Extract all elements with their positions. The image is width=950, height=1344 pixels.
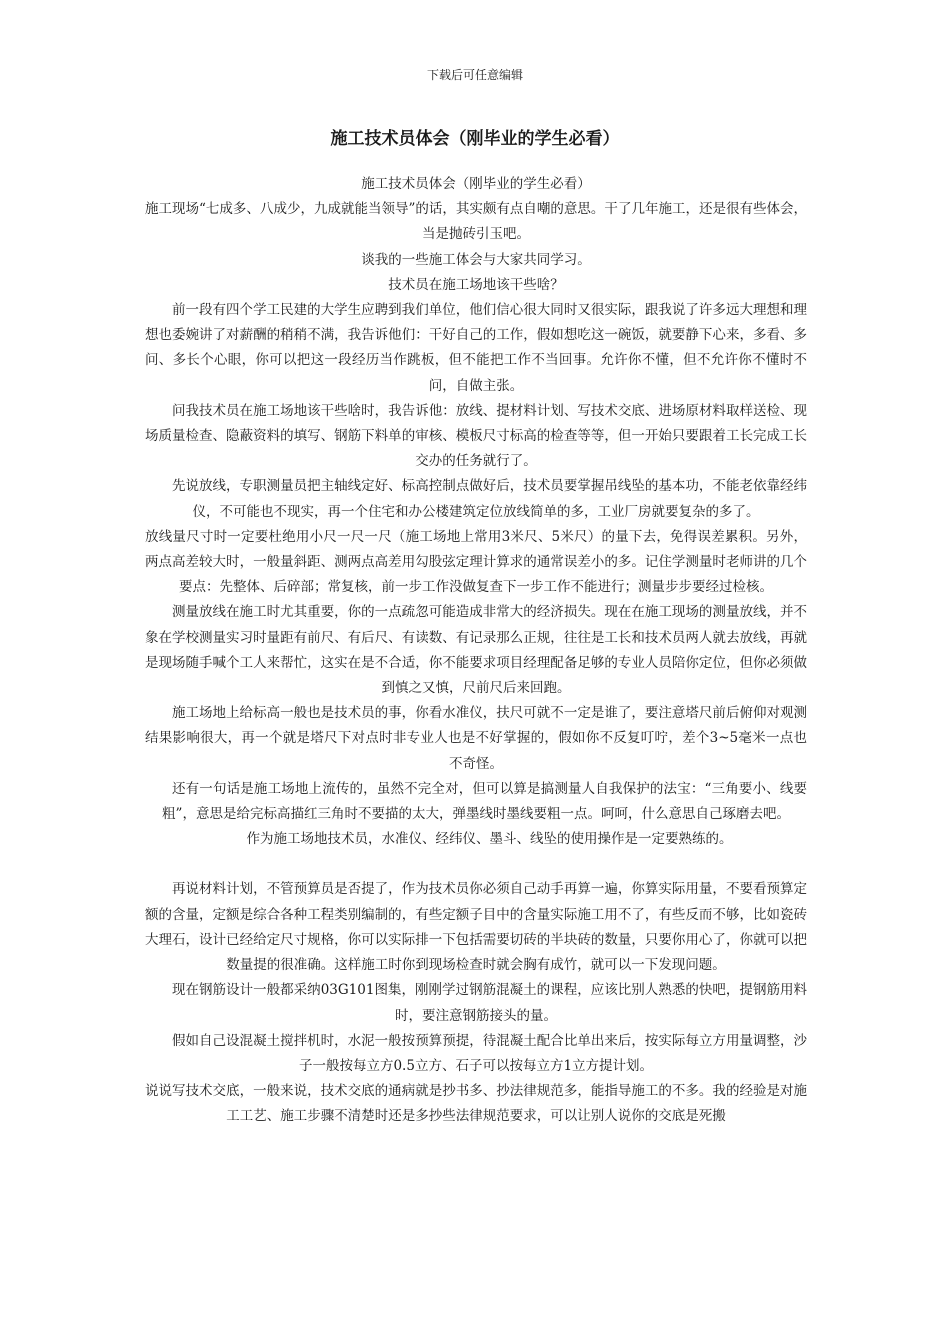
paragraph: 作为施工场地技术员，水准仪、经纬仪、墨斗、线坠的使用操作是一定要熟练的。	[246, 831, 733, 848]
paragraph: 施工现场“七成多、八成少，九成就能当领导”的话，其实颇有点自嘲的意思。干了几年施工，还是很有些体会，当是抛砖引玉吧。	[145, 201, 807, 243]
paragraph: 问我技术员在施工场地该干些啥时，我告诉他：放线、提材料计划、写技术交底、进场原材料取样送检、现场质量检查、隐蔽资料的填写、钢筋下料单的审核、模板尺寸标高的检查等等，但一开始只要跟着工长完成工长交办的任务就行了。	[145, 402, 807, 470]
paragraph: 先说放线，专职测量员把主轴线定好、标高控制点做好后，技术员要掌握吊线坠的基本功，不能老依靠经纬仪，不可能也不现实，再一个住宅和办公楼建筑定位放线简单的多，工业厂房就要复杂的多了。	[172, 478, 807, 520]
paragraph: 假如自己设混凝土搅拌机时，水泥一般按预算预提，待混凝土配合比单出来后，按实际每立方用量调整，沙子一般按每立方0.5立方、石子可以按每立方1立方提计划。	[172, 1032, 807, 1074]
paragraph: 再说材料计划，不管预算员是否提了，作为技术员你必须自己动手再算一遍，你算实际用量，不要看预算定额的含量，定额是综合各种工程类别编制的，有些定额子目中的含量实际施工用不了，有些反而不够，比如瓷砖大理石，设计已经给定尺寸规格，你可以实际排一下包括需要切砖的半块砖的数量，只要你用心了，你就可以把数量提的很准确。这样施工时你到现场检查时就会胸有成竹，就可以一下发现问题。	[145, 881, 807, 974]
paragraph: 说说写技术交底，一般来说，技术交底的通病就是抄书多、抄法律规范多，能指导施工的不多。我的经验是对施工工艺、施工步骤不清楚时还是多抄些法律规范要求，可以让别人说你的交底是死搬	[145, 1083, 807, 1125]
paragraph: 还有一句话是施工场地上流传的，虽然不完全对，但可以算是搞测量人自我保护的法宝：“三角要小、线要粗”，意思是给完标高描红三角时不要描的太大，弹墨线时墨线要粗一点。呵呵，什么意思自己琢磨去吧。	[162, 780, 807, 823]
paragraph: 现在钢筋设计一般都采纳03G101图集，刚刚学过钢筋混凝土的课程，应该比别人熟悉的快吧，提钢筋用料时，要注意钢筋接头的量。	[172, 982, 807, 1024]
paragraph: 前一段有四个学工民建的大学生应聘到我们单位，他们信心很大同时又很实际，跟我说了许多远大理想和理想也委婉讲了对薪酬的稍稍不满，我告诉他们：干好自己的工作，假如想吃这一碗饭，就要静下心来，多看、多问、多长个心眼，你可以把这一段经历当作跳板，但不能把工作不当回事。允许你不懂，但不允许你不懂时不问，自做主张。	[145, 302, 807, 394]
document-body	[145, 172, 807, 1130]
paragraph: 施工场地上给标高一般也是技术员的事，你看水准仪，扶尺可就不一定是谁了，要注意塔尺前后俯仰对观测结果影响很大，再一个就是塔尺下对点时非专业人也是不好掌握的，假如你不反复叮咛，差个3~5毫米一点也不奇怪。	[145, 705, 807, 772]
paragraph: 施工技术员体会（刚毕业的学生必看）	[361, 176, 591, 192]
paragraph: 技术员在施工场地该干些啥？	[388, 276, 564, 293]
paragraph: 放线量尺寸时一定要杜绝用小尺一尺一尺（施工场地上常用3米尺、5米尺）的量下去，免得误差累积。另外，两点高差较大时，一般量斜距、测两点高差用勾股弦定理计算求的通常误差小的多。记住学测量时老师讲的几个要点：先整体、后碎部；常复核，前一步工作没做复查下一步工作不能进行；测量步步要经过检核。	[145, 528, 807, 596]
paragraph: 谈我的一些施工体会与大家共同学习。	[361, 251, 591, 268]
paragraph: 测量放线在施工时尤其重要，你的一点疏忽可能造成非常大的经济损失。现在在施工现场的测量放线，并不象在学校测量实习时量距有前尺、有后尺、有读数、有记录那么正规，往往是工长和技术员两人就去放线，再就是现场随手喊个工人来帮忙，这实在是不合适，你不能要求项目经理配备足够的专业人员陪你定位，但你必须做到慎之又慎，尺前尺后来回跑。	[145, 604, 807, 697]
paragraph-gap	[145, 852, 807, 877]
header-note: 下载后可任意编辑	[426, 68, 523, 82]
document-title: 施工技术员体会（刚毕业的学生必看）	[330, 129, 620, 149]
